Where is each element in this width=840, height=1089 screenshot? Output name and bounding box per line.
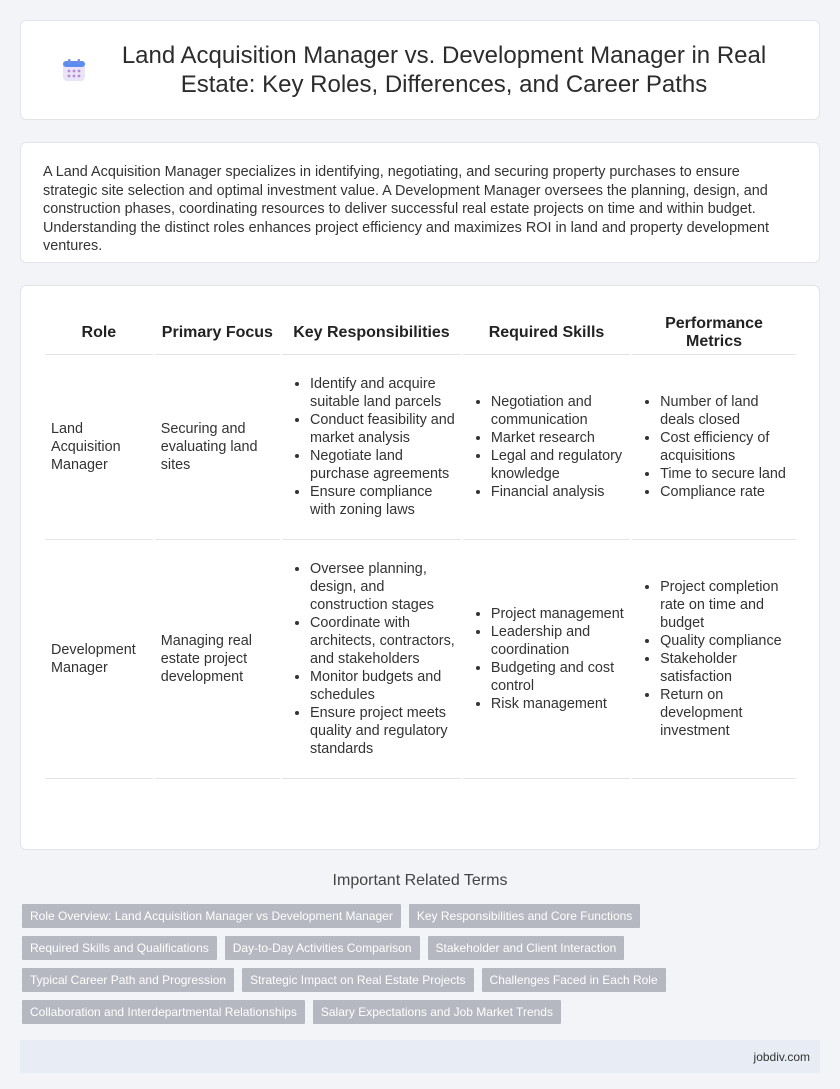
responsibilities-list: [288, 375, 455, 519]
list-item: • Conduct feasibility and market analysis: [310, 411, 455, 447]
list-item: • Negotiate land purchase agreements: [310, 447, 455, 483]
responsibilities-cell: [282, 355, 461, 540]
related-term-tag[interactable]: Typical Career Path and Progression: [22, 968, 234, 992]
list-item: • Time to secure land: [660, 465, 790, 483]
list-item: • Ensure compliance with zoning laws: [310, 483, 455, 519]
related-term-tag[interactable]: Required Skills and Qualifications: [22, 936, 217, 960]
list-item: • Leadership and coordination: [491, 623, 624, 659]
title-wrap: [61, 41, 779, 99]
related-term-tag[interactable]: Challenges Faced in Each Role: [482, 968, 666, 992]
header-primary-focus: Primary Focus: [155, 306, 280, 355]
list-item: • Negotiation and communication: [491, 393, 624, 429]
role-cell: Land Acquisition Manager: [45, 355, 153, 540]
header-role: Role: [45, 306, 153, 355]
list-item: • Project completion rate on time and budget: [660, 578, 790, 632]
related-term-tag[interactable]: Stakeholder and Client Interaction: [428, 936, 625, 960]
list-item: • Number of land deals closed: [660, 393, 790, 429]
list-item: • Return on development investment: [660, 686, 790, 740]
calendar-icon: [61, 57, 87, 83]
table-header-row: [45, 306, 796, 355]
list-item: • Coordinate with architects, contractors, and stakeholders: [310, 614, 455, 668]
intro-text: A Land Acquisition Manager specializes in identifying, negotiating, and securing property purchases to ensure strategic site selection and optimal investment value. A Development Manager oversees the planning, design, and construction phases, coordinating resources to deliver successful real estate projects on time and within budget. Understanding the distinct roles enhances project efficiency and maximizes ROI in land and property development ventures.: [43, 164, 770, 254]
list-item: • Identify and acquire suitable land parcels: [310, 375, 455, 411]
list-item: • Legal and regulatory knowledge: [491, 447, 624, 483]
related-term-tag[interactable]: Salary Expectations and Job Market Trends: [313, 1000, 561, 1024]
list-item: • Market research: [491, 429, 624, 447]
role-cell: Development Manager: [45, 540, 153, 779]
related-terms-tags: [22, 904, 820, 1032]
related-term-tag[interactable]: Key Responsibilities and Core Functions: [409, 904, 640, 928]
list-item: • Oversee planning, design, and construction stages: [310, 560, 455, 614]
metrics-list: [638, 578, 790, 740]
skills-list: [469, 393, 624, 501]
related-terms-title: Important Related Terms: [332, 872, 508, 889]
related-term-tag[interactable]: Day-to-Day Activities Comparison: [225, 936, 420, 960]
title-card: [20, 20, 820, 120]
related-term-tag[interactable]: Role Overview: Land Acquisition Manager vs Development Manager: [22, 904, 401, 928]
list-item: • Stakeholder satisfaction: [660, 650, 790, 686]
list-item: • Cost efficiency of acquisitions: [660, 429, 790, 465]
responsibilities-list: [288, 560, 455, 758]
responsibilities-cell: [282, 540, 461, 779]
focus-cell: Securing and evaluating land sites: [155, 355, 280, 540]
related-term-tag[interactable]: Collaboration and Interdepartmental Relationships: [22, 1000, 305, 1024]
header-required-skills: Required Skills: [463, 306, 630, 355]
footer-site-link[interactable]: jobdiv.com: [753, 1049, 810, 1064]
skills-cell: [463, 540, 630, 779]
list-item: • Financial analysis: [491, 483, 624, 501]
intro-card: [20, 142, 820, 263]
list-item: • Risk management: [491, 695, 624, 713]
table-row: [45, 540, 796, 779]
list-item: • Ensure project meets quality and regulatory standards: [310, 704, 455, 758]
related-term-tag[interactable]: Strategic Impact on Real Estate Projects: [242, 968, 473, 992]
table-row: [45, 355, 796, 540]
focus-cell: Managing real estate project development: [155, 540, 280, 779]
comparison-table: [43, 306, 798, 779]
comparison-table-card: [20, 285, 820, 850]
metrics-list: [638, 393, 790, 501]
footer: [20, 1040, 820, 1073]
metrics-cell: [632, 355, 796, 540]
skills-list: [469, 605, 624, 713]
list-item: • Compliance rate: [660, 483, 790, 501]
metrics-cell: [632, 540, 796, 779]
list-item: • Quality compliance: [660, 632, 790, 650]
list-item: • Monitor budgets and schedules: [310, 668, 455, 704]
header-performance-metrics: Performance Metrics: [632, 306, 796, 355]
list-item: • Budgeting and cost control: [491, 659, 624, 695]
page-title: Land Acquisition Manager vs. Development Manager in Real Estate: Key Roles, Differences, and Career Paths: [121, 42, 767, 98]
list-item: • Project management: [491, 605, 624, 623]
skills-cell: [463, 355, 630, 540]
header-key-responsibilities: Key Responsibilities: [282, 306, 461, 355]
